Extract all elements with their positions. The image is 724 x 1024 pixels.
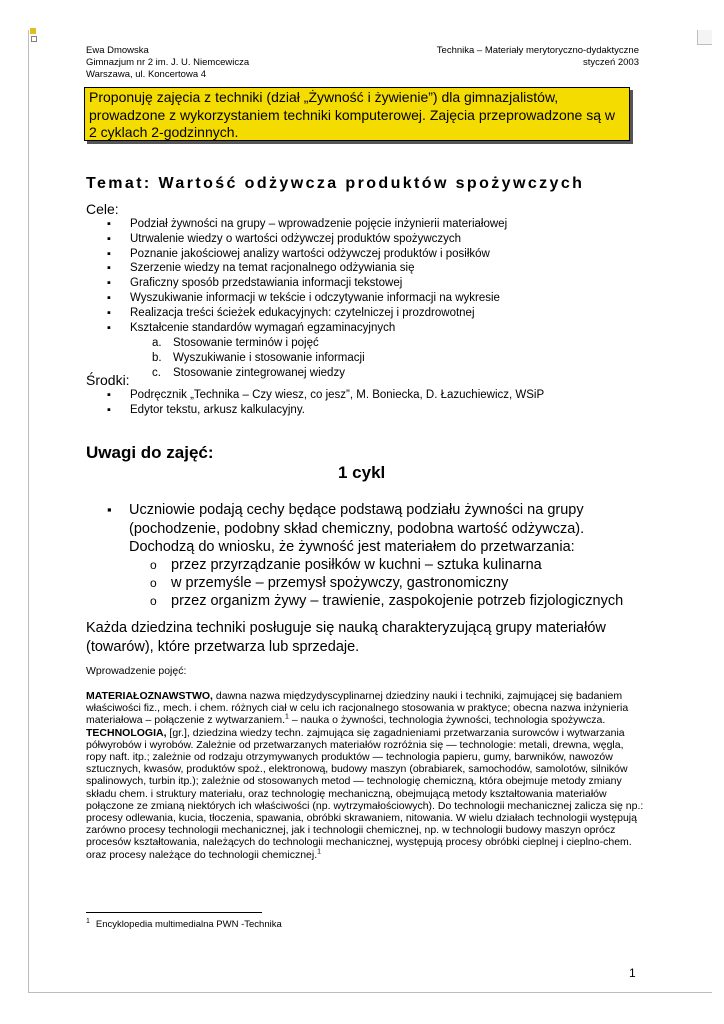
list-item: b. Wyszukiwanie i stosowanie informacji <box>152 351 365 364</box>
goals-label: Cele: <box>86 201 119 217</box>
list-item: ▪ Realizacja treści ścieżek edukacyjnych: czytelniczej i prozdrowotnej <box>107 306 507 321</box>
page-number: 1 <box>629 966 636 980</box>
notes-heading: Uwagi do zajęć: <box>86 443 214 462</box>
anchor-box-icon <box>31 36 37 42</box>
list-item: ▪ Kształcenie standardów wymagań egzaminacyjnych <box>107 321 507 336</box>
means-label: Środki: <box>86 372 130 388</box>
footnote-ref[interactable]: 1 <box>285 713 289 721</box>
intro-box: Proponuję zajęcia z techniki (dział „Żywność i żywienie”) dla gimnazjalistów, prowadzone z wykorzystaniem techniki komputerowej. Zajęcia przeprowadzone są w 2 cyklach 2-godzinnych. <box>84 87 630 141</box>
lesson-topic: Temat: Wartość odżywcza produktów spożywczych <box>86 175 585 192</box>
cycle-heading: 1 cykl <box>338 463 386 482</box>
header-right <box>437 45 639 69</box>
author-name: Ewa Dmowska <box>86 45 149 56</box>
anchor-marker-icon <box>30 28 36 34</box>
footnote: $^1$ Encyklopedia multimedialna PWN -Technika <box>86 918 282 931</box>
bullet-square-icon: ▪ <box>107 502 112 517</box>
goals-list <box>107 217 507 335</box>
header-left <box>86 45 249 81</box>
list-item: ▪ Podział żywności na grupy – wprowadzenie pojęcie inżynierii materiałowej <box>107 217 507 232</box>
definition-technologia: TECHNOLOGIA, [gr.], dziedzina wiedzy techn. zajmująca się zagadnieniami przetwarzania surowców i wytwarzania półwyrobów i wyrobów. Zależnie od przetwarzanych materiałów rozróżnia się — technologie: metali, drewna, węgla, ropy naft. itp.; zależnie od rodzaju otrzymywanych produktów — technologia papieru, gumy, barwników, nawozów sztucznych, kwasów, produktów spoż., elektronową, budowy maszyn (obrabiarek, samochodów, samolotów, silników spalinowych, turbin itp.); zależnie od stosowanych metod — technologię chemiczną, która obejmuje metody zmiany składu chem. i struktury materiału, oraz technologię mechaniczną, obejmującą metody kształtowania materiałów połączone ze zmianą niektórych ich właściwości (np. wytrzymałościowych). Do technologii mechanicznej zalicza się np.: procesy odlewania, kucia, tłoczenia, spawania, obróbki skrawaniem, nitowania. W wielu działach technologii występują zarówno procesy technologii mechanicznej, jak i technologii chemicznej, np. w technologii budowy maszyn oprócz procesów kształtowania, należących do technologii mechanicznej, występują procesy obróbki cieplnej i cieplno-chem. oraz procesy należące do technologii chemicznej.$^1$ <box>86 726 644 861</box>
means-list <box>107 388 544 418</box>
list-item: o w przemyśle – przemysł spożywczy, gastronomiczny <box>150 574 623 592</box>
page-border-bottom <box>28 992 712 993</box>
footnote-separator <box>86 912 262 913</box>
list-item: o przez przyrządzanie posiłków w kuchni – sztuka kulinarna <box>150 556 623 574</box>
definitions <box>86 690 646 861</box>
list-item: ▪ Edytor tekstu, arkusz kalkulacyjny. <box>107 403 544 418</box>
list-item: ▪ Utrwalenie wiedzy o wartości odżywczej produktów spożywczych <box>107 232 507 247</box>
main-point <box>107 501 627 557</box>
techniques-paragraph: Każda dziedzina techniki posługuje się nauką charakteryzującą grupy materiałów (towarów), które przetwarza lub sprzedaje. <box>86 620 606 655</box>
standards-sublist <box>152 336 365 380</box>
page-fold-icon <box>697 30 712 45</box>
list-item: ▪ Graficzny sposób przedstawiania informacji tekstowej <box>107 276 507 291</box>
list-item: a. Stosowanie terminów i pojęć <box>152 337 319 349</box>
page-border-left <box>28 30 29 992</box>
list-item: ▪ Podręcznik „Technika – Czy wiesz, co jesz”, M. Boniecka, D. Łazuchiewicz, WSiP <box>107 388 544 403</box>
list-item: ▪ Poznanie jakościowej analizy wartości odżywczej produktów i posiłków <box>107 247 507 262</box>
list-item: o przez organizm żywy – trawienie, zaspokojenie potrzeb fizjologicznych <box>150 592 623 610</box>
terms-intro: Wprowadzenie pojęć: <box>86 665 187 677</box>
list-item: ▪ Szerzenie wiedzy na temat racjonalnego odżywiania się <box>107 261 507 276</box>
document-date: styczeń 2003 <box>583 57 639 68</box>
list-item: c. Stosowanie zintegrowanej wiedzy <box>152 366 345 379</box>
definition-materialoznawstwo: MATERIAŁOZNAWSTWO, dawna nazwa międzydyscyplinarnej dziedziny nauki i techniki, zajmującej się badaniem właściwości fiz., mech. i chem. różnych ciał w celu ich racjonalnego stosowania w praktyce; obecna nazwa inżynieria materiałowa – połączenie z wytwarzaniem.$^1$ – nauka o żywności, technologia żywności, technologia spożywcza. <box>86 690 629 727</box>
footnote-ref[interactable]: 1 <box>317 848 322 856</box>
school-name: Gimnazjum nr 2 im. J. U. Niemcewicza <box>86 57 250 68</box>
list-item: ▪ Wyszukiwanie informacji w tekście i odczytywanie informacji na wykresie <box>107 291 507 306</box>
processing-list <box>150 556 623 610</box>
school-address: Warszawa, ul. Koncertowa 4 <box>86 69 207 80</box>
document-series: Technika – Materiały merytoryczno-dydaktyczne <box>436 45 639 56</box>
main-point-text: Uczniowie podają cechy będące podstawą podziału żywności na grupy (pochodzenie, podobny skład chemiczny, podobna wartość odżywcza). Dochodzą do wniosku, że żywność jest materiałem do przetwarzania: <box>129 502 585 556</box>
